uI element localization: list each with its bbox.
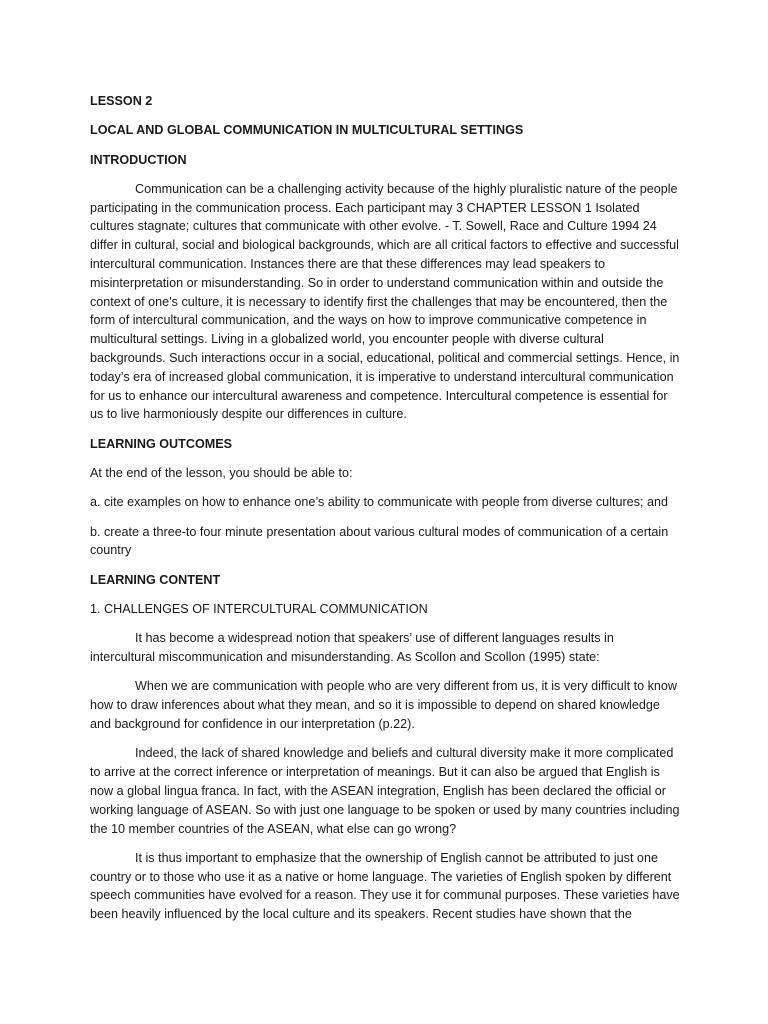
- document-title: LOCAL AND GLOBAL COMMUNICATION IN MULTICULTURAL SETTINGS: [90, 123, 524, 138]
- lesson-label: LESSON 2: [90, 94, 153, 108]
- document-page: [90, 92, 680, 934]
- paragraph-1: It has become a widespread notion that speakers’ use of different languages results in intercultural miscommunication and misunderstanding. As Scollon and Scollon (1995) state:: [90, 631, 614, 665]
- introduction-paragraph: Communication can be a challenging activity because of the highly pluralistic nature of the people participating in the communication process. Each participant may 3 CHAPTER LESSON 1 Isolated cultures stagnate; cultures that communicate with other evolve. - T. Sowell, Race and Culture 1994 24 differ in cultural, social and biological backgrounds, which are all critical factors to effective and successful intercultural communication. Instances there are that these differences may lead speakers to misinterpretation or misunderstanding. So in order to understand communication within and outside the context of one’s culture, it is necessary to identify first the challenges that may be encountered, then the form of intercultural communication, and the ways on how to improve communicative competence in multicultural settings. Living in a globalized world, you encounter people with diverse cultural backgrounds. Such interactions occur in a social, educational, political and commercial settings. Hence, in today’s era of increased global communication, it is imperative to understand intercultural communication for us to enhance our intercultural awareness and competence. Intercultural competence is essential for us to live harmoniously despite our differences in culture.: [90, 181, 680, 422]
- outcome-b: b. create a three-to four minute presentation about various cultural modes of communication of a certain country: [90, 524, 669, 558]
- learning-outcomes-heading: LEARNING OUTCOMES: [90, 436, 233, 451]
- section-1-heading: 1. CHALLENGES OF INTERCULTURAL COMMUNICATION: [90, 602, 428, 617]
- paragraph-3: It is thus important to emphasize that the ownership of English cannot be attributed to just one country or to those who use it as a native or home language. The varieties of English spoken by different speech communities have evolved for a reason. They use it for communal purposes. These varieties have been heavily influenced by the local culture and its speakers. Recent studies have shown that the: [90, 850, 680, 922]
- outcomes-intro: At the end of the lesson, you should be able to:: [90, 466, 353, 481]
- introduction-heading: INTRODUCTION: [90, 152, 187, 167]
- paragraph-2: Indeed, the lack of shared knowledge and beliefs and cultural diversity make it more complicated to arrive at the correct inference or interpretation of meanings. But it can also be argued that English is now a global lingua franca. In fact, with the ASEAN integration, English has been declared the official or working language of ASEAN. So with just one language to be spoken or used by many countries including the 10 member countries of the ASEAN, what else can go wrong?: [90, 746, 680, 836]
- learning-content-heading: LEARNING CONTENT: [90, 572, 221, 587]
- outcome-a: a. cite examples on how to enhance one’s ability to communicate with people from diverse cultures; and: [90, 495, 668, 510]
- block-quote: When we are communication with people who are very different from us, it is very difficult to know how to draw inferences about what they mean, and so it is impossible to depend on shared knowledge and background for confidence in our interpretation (p.22).: [90, 679, 678, 732]
